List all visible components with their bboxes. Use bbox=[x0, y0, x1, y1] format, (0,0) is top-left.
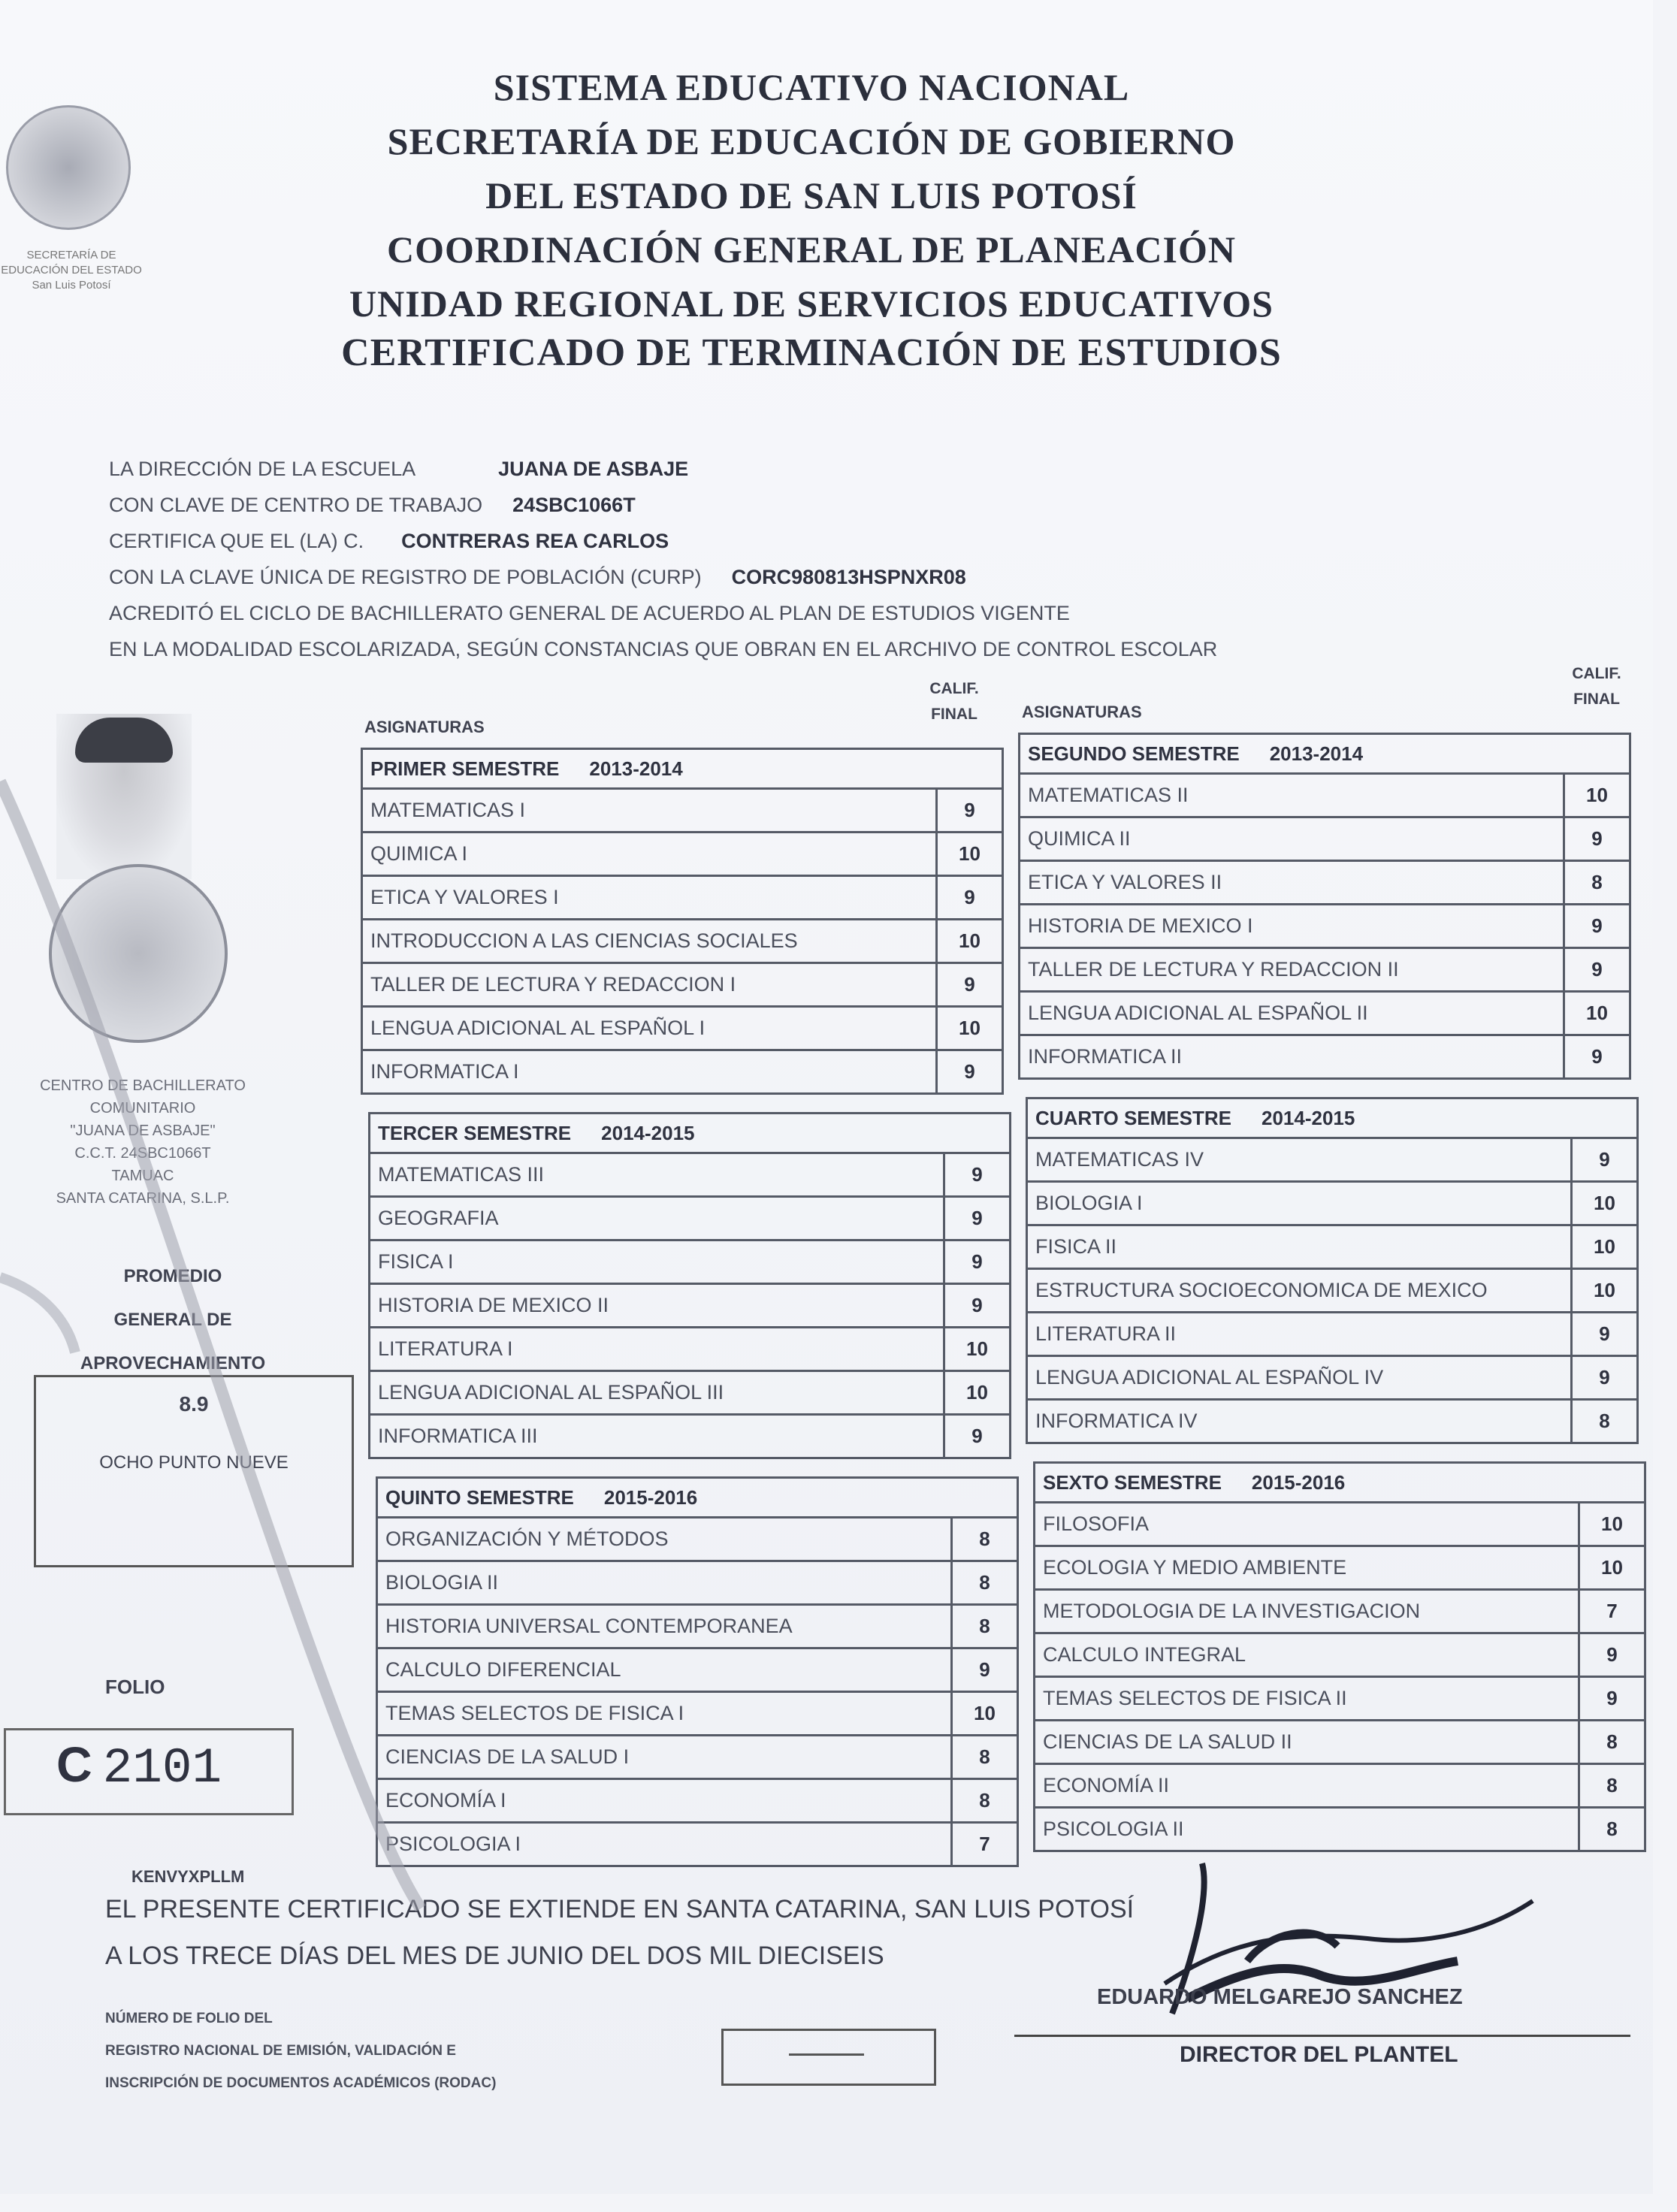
subject-grade: 8 bbox=[1578, 1765, 1644, 1806]
subject-grade: 8 bbox=[950, 1562, 1017, 1603]
promedio-label-line: APROVECHAMIENTO bbox=[80, 1353, 266, 1373]
promedio-value: 8.9 bbox=[179, 1392, 209, 1416]
subject-grade: 10 bbox=[1578, 1547, 1644, 1588]
subject-row bbox=[363, 1051, 1002, 1092]
subject-grade: 10 bbox=[1570, 1183, 1636, 1224]
subject-grade: 9 bbox=[943, 1416, 1009, 1457]
semester-header bbox=[1028, 1099, 1636, 1139]
subject-grade: 9 bbox=[943, 1154, 1009, 1195]
cct-label: CON CLAVE DE CENTRO DE TRABAJO bbox=[109, 494, 483, 516]
subject-row bbox=[1035, 1765, 1644, 1809]
semester-years: 2013-2014 bbox=[589, 757, 683, 780]
subject-name: INTRODUCCION A LAS CIENCIAS SOCIALES bbox=[370, 929, 798, 952]
subject-grade: 8 bbox=[1578, 1721, 1644, 1763]
semester-table-3 bbox=[368, 1112, 1011, 1459]
subject-row bbox=[1028, 1357, 1636, 1401]
subject-row bbox=[363, 1008, 1002, 1051]
subject-grade: 10 bbox=[935, 833, 1002, 875]
semester-years: 2015-2016 bbox=[603, 1486, 698, 1509]
certificate-title: CERTIFICADO DE TERMINACIÓN DE ESTUDIOS bbox=[341, 331, 1282, 374]
subject-row bbox=[1020, 949, 1629, 993]
subject-grade: 10 bbox=[943, 1372, 1009, 1413]
subject-name: MATEMATICAS III bbox=[378, 1163, 545, 1186]
subject-grade: 9 bbox=[935, 1051, 1002, 1092]
institution-header bbox=[286, 60, 1337, 331]
rodac-box bbox=[721, 2029, 936, 2086]
school-value: JUANA DE ASBAJE bbox=[498, 458, 689, 480]
subject-grade: 9 bbox=[1563, 1036, 1629, 1077]
semester-header bbox=[370, 1114, 1009, 1154]
intro-student-row bbox=[109, 523, 1574, 559]
subject-name: ECOLOGIA Y MEDIO AMBIENTE bbox=[1043, 1556, 1347, 1579]
subject-grade: 10 bbox=[1563, 775, 1629, 816]
subject-grade: 9 bbox=[1570, 1313, 1636, 1355]
subject-row bbox=[1035, 1503, 1644, 1547]
subject-row bbox=[1020, 818, 1629, 862]
promedio-label-line: PROMEDIO bbox=[123, 1266, 222, 1286]
school-stamp-text bbox=[15, 1074, 270, 1210]
subject-grade: 10 bbox=[943, 1328, 1009, 1370]
subject-grade: 8 bbox=[950, 1606, 1017, 1647]
subject-row bbox=[378, 1518, 1017, 1562]
signer-name: EDUARDO MELGAREJO SANCHEZ bbox=[1097, 1985, 1463, 2009]
student-value: CONTRERAS REA CARLOS bbox=[401, 530, 669, 552]
subject-row bbox=[1035, 1721, 1644, 1765]
subject-grade: 8 bbox=[1570, 1401, 1636, 1442]
subject-grade: 10 bbox=[935, 1008, 1002, 1049]
subject-name: INFORMATICA II bbox=[1028, 1045, 1183, 1068]
subject-name: INFORMATICA IV bbox=[1035, 1410, 1198, 1432]
semester-table-6 bbox=[1033, 1461, 1646, 1852]
photo-hair bbox=[75, 718, 173, 763]
certificate-intro bbox=[109, 451, 1574, 667]
seal-caption: SECRETARÍA DE EDUCACIÓN DEL ESTADO San Luis Potosí bbox=[1, 249, 142, 292]
signature-line bbox=[1014, 2035, 1630, 2037]
verification-code: KENVYXPLLM bbox=[131, 1867, 245, 1886]
promedio-label-line: GENERAL DE bbox=[113, 1310, 232, 1330]
semester-name: QUINTO SEMESTRE bbox=[385, 1486, 574, 1509]
subject-grade: 8 bbox=[950, 1518, 1017, 1560]
subject-grade: 9 bbox=[1570, 1357, 1636, 1398]
semester-years: 2013-2014 bbox=[1269, 742, 1364, 765]
rodac-line: NÚMERO DE FOLIO DEL bbox=[105, 2011, 273, 2026]
stamp-line: TAMUAC bbox=[111, 1168, 174, 1184]
student-label: CERTIFICA QUE EL (LA) C. bbox=[109, 530, 364, 552]
subject-row bbox=[363, 833, 1002, 877]
subject-row bbox=[363, 790, 1002, 833]
folio-number: 2101 bbox=[102, 1740, 222, 1796]
subject-name: BIOLOGIA II bbox=[385, 1571, 499, 1594]
subject-name: PSICOLOGIA I bbox=[385, 1833, 521, 1855]
stamp-line: SANTA CATARINA, S.L.P. bbox=[56, 1190, 230, 1207]
stamp-line: CENTRO DE BACHILLERATO bbox=[40, 1077, 246, 1094]
signer-title: DIRECTOR DEL PLANTEL bbox=[1180, 2042, 1458, 2067]
header-line-1: SISTEMA EDUCATIVO NACIONAL bbox=[493, 66, 1130, 108]
subject-name: GEOGRAFIA bbox=[378, 1207, 499, 1229]
subject-name: MATEMATICAS II bbox=[1028, 784, 1189, 806]
intro-line-6: EN LA MODALIDAD ESCOLARIZADA, SEGÚN CONSTANCIAS QUE OBRAN EN EL ARCHIVO DE CONTROL ESCOLAR bbox=[109, 638, 1218, 660]
student-photo bbox=[56, 714, 192, 879]
subject-name: FILOSOFIA bbox=[1043, 1512, 1150, 1535]
subject-name: BIOLOGIA I bbox=[1035, 1192, 1143, 1214]
col-calif-left bbox=[913, 676, 996, 727]
subject-name: CIENCIAS DE LA SALUD II bbox=[1043, 1730, 1292, 1753]
col-asignaturas-left: ASIGNATURAS bbox=[364, 718, 485, 736]
subject-name: HISTORIA DE MEXICO II bbox=[378, 1294, 609, 1316]
subject-grade: 9 bbox=[1563, 818, 1629, 860]
calif-line: FINAL bbox=[1573, 690, 1620, 708]
subject-name: LENGUA ADICIONAL AL ESPAÑOL I bbox=[370, 1017, 706, 1039]
semester-table-4 bbox=[1026, 1097, 1639, 1444]
curp-value: CORC980813HSPNXR08 bbox=[731, 566, 966, 588]
semester-table-2 bbox=[1018, 733, 1631, 1080]
subject-row bbox=[1028, 1139, 1636, 1183]
semester-header bbox=[378, 1479, 1017, 1518]
folio-value bbox=[56, 1736, 222, 1796]
promedio-label bbox=[30, 1255, 316, 1386]
subject-grade: 9 bbox=[1578, 1678, 1644, 1719]
semester-years: 2014-2015 bbox=[1262, 1107, 1355, 1129]
subject-name: QUIMICA II bbox=[1028, 827, 1131, 850]
subject-grade: 9 bbox=[1570, 1139, 1636, 1180]
subject-row bbox=[370, 1416, 1009, 1457]
subject-row bbox=[1020, 905, 1629, 949]
subject-name: ECONOMÍA I bbox=[385, 1789, 506, 1812]
subject-name: ESTRUCTURA SOCIOECONOMICA DE MEXICO bbox=[1035, 1279, 1488, 1301]
subject-row bbox=[363, 877, 1002, 920]
subject-name: INFORMATICA III bbox=[378, 1425, 538, 1447]
subject-row bbox=[363, 920, 1002, 964]
folio-label: FOLIO bbox=[105, 1676, 165, 1698]
intro-school-row bbox=[109, 451, 1574, 487]
subject-name: QUIMICA I bbox=[370, 842, 468, 865]
semester-name: SEGUNDO SEMESTRE bbox=[1028, 742, 1240, 765]
subject-name: CALCULO INTEGRAL bbox=[1043, 1643, 1246, 1666]
subject-name: TEMAS SELECTOS DE FISICA I bbox=[385, 1702, 684, 1724]
folio-prefix: C bbox=[56, 1736, 92, 1792]
subject-row bbox=[370, 1241, 1009, 1285]
subject-name: LENGUA ADICIONAL AL ESPAÑOL III bbox=[378, 1381, 724, 1404]
subject-grade: 7 bbox=[950, 1824, 1017, 1865]
subject-name: INFORMATICA I bbox=[370, 1060, 519, 1083]
subject-grade: 8 bbox=[950, 1780, 1017, 1821]
subject-row bbox=[378, 1780, 1017, 1824]
subject-row bbox=[378, 1606, 1017, 1649]
subject-row bbox=[378, 1693, 1017, 1736]
subject-grade: 9 bbox=[935, 877, 1002, 918]
header-line-2: SECRETARÍA DE EDUCACIÓN DE GOBIERNO bbox=[387, 120, 1236, 162]
subject-row bbox=[1020, 993, 1629, 1036]
school-label: LA DIRECCIÓN DE LA ESCUELA bbox=[109, 458, 416, 480]
subject-grade: 9 bbox=[935, 790, 1002, 831]
subject-row bbox=[370, 1154, 1009, 1198]
subject-name: CIENCIAS DE LA SALUD I bbox=[385, 1745, 630, 1768]
subject-grade: 9 bbox=[943, 1285, 1009, 1326]
subject-row bbox=[1035, 1678, 1644, 1721]
subject-name: FISICA II bbox=[1035, 1235, 1117, 1258]
subject-grade: 8 bbox=[1578, 1809, 1644, 1850]
subject-row bbox=[1028, 1226, 1636, 1270]
semester-name: SEXTO SEMESTRE bbox=[1043, 1471, 1222, 1494]
subject-row bbox=[370, 1372, 1009, 1416]
subject-row bbox=[1028, 1401, 1636, 1442]
subject-row bbox=[1035, 1809, 1644, 1850]
subject-name: ETICA Y VALORES I bbox=[370, 886, 559, 908]
rodac-label bbox=[105, 2002, 691, 2099]
subject-row bbox=[1035, 1547, 1644, 1591]
intro-cct-row bbox=[109, 487, 1574, 523]
subject-row bbox=[1020, 775, 1629, 818]
subject-row bbox=[1020, 1036, 1629, 1077]
subject-name: LENGUA ADICIONAL AL ESPAÑOL IV bbox=[1035, 1366, 1384, 1389]
stamp-line: C.C.T. 24SBC1066T bbox=[74, 1145, 211, 1162]
intro-line-5: ACREDITÓ EL CICLO DE BACHILLERATO GENERAL DE ACUERDO AL PLAN DE ESTUDIOS VIGENTE bbox=[109, 602, 1070, 624]
stamp-line: COMUNITARIO bbox=[89, 1100, 196, 1117]
subject-name: ECONOMÍA II bbox=[1043, 1774, 1170, 1796]
semester-years: 2015-2016 bbox=[1251, 1471, 1346, 1494]
subject-grade: 9 bbox=[943, 1198, 1009, 1239]
rodac-line: INSCRIPCIÓN DE DOCUMENTOS ACADÉMICOS (RODAC) bbox=[105, 2075, 497, 2091]
subject-name: METODOLOGIA DE LA INVESTIGACION bbox=[1043, 1600, 1421, 1622]
subject-row bbox=[378, 1736, 1017, 1780]
school-stamp-icon bbox=[49, 864, 228, 1043]
subject-name: CALCULO DIFERENCIAL bbox=[385, 1658, 621, 1681]
semester-header bbox=[363, 750, 1002, 790]
subject-grade: 10 bbox=[1578, 1503, 1644, 1545]
semester-years: 2014-2015 bbox=[601, 1122, 695, 1144]
subject-name: LITERATURA I bbox=[378, 1337, 513, 1360]
curp-label: CON LA CLAVE ÚNICA DE REGISTRO DE POBLACIÓN (CURP) bbox=[109, 566, 702, 588]
subject-row bbox=[1028, 1270, 1636, 1313]
semester-name: TERCER SEMESTRE bbox=[378, 1122, 572, 1144]
subject-row bbox=[1028, 1313, 1636, 1357]
subject-grade: 10 bbox=[1563, 993, 1629, 1034]
subject-grade: 10 bbox=[1570, 1270, 1636, 1311]
subject-name: TALLER DE LECTURA Y REDACCION I bbox=[370, 973, 736, 996]
subject-name: HISTORIA UNIVERSAL CONTEMPORANEA bbox=[385, 1615, 793, 1637]
semester-header bbox=[1035, 1464, 1644, 1503]
subject-name: ORGANIZACIÓN Y MÉTODOS bbox=[385, 1528, 669, 1550]
subject-grade: 8 bbox=[1563, 862, 1629, 903]
header-line-5: UNIDAD REGIONAL DE SERVICIOS EDUCATIVOS bbox=[349, 283, 1274, 325]
semester-table-1 bbox=[361, 748, 1004, 1095]
calif-line: CALIF. bbox=[1572, 665, 1621, 682]
calif-line: FINAL bbox=[931, 706, 977, 723]
promedio-words: OCHO PUNTO NUEVE bbox=[99, 1452, 289, 1473]
closing-line-2: A LOS TRECE DÍAS DEL MES DE JUNIO DEL DOS MIL DIECISEIS bbox=[105, 1942, 884, 1970]
subject-name: PSICOLOGIA II bbox=[1043, 1818, 1184, 1840]
calif-line: CALIF. bbox=[929, 680, 979, 697]
subject-name: MATEMATICAS IV bbox=[1035, 1148, 1204, 1171]
director-signature-icon bbox=[1142, 1848, 1563, 2044]
semester-name: PRIMER SEMESTRE bbox=[370, 757, 560, 780]
subject-name: TALLER DE LECTURA Y REDACCION II bbox=[1028, 958, 1399, 981]
subject-grade: 9 bbox=[943, 1241, 1009, 1283]
col-asignaturas-right: ASIGNATURAS bbox=[1022, 703, 1142, 721]
mexico-seal-icon bbox=[6, 105, 131, 230]
subject-grade: 9 bbox=[935, 964, 1002, 1005]
subject-grade: 8 bbox=[950, 1736, 1017, 1778]
intro-curp-row bbox=[109, 559, 1574, 595]
closing-line-1: EL PRESENTE CERTIFICADO SE EXTIENDE EN SANTA CATARINA, SAN LUIS POTOSÍ bbox=[105, 1895, 1135, 1923]
stamp-line: "JUANA DE ASBAJE" bbox=[70, 1123, 216, 1139]
rodac-value-dash bbox=[789, 2053, 864, 2056]
cct-value: 24SBC1066T bbox=[512, 494, 636, 516]
header-line-3: DEL ESTADO DE SAN LUIS POTOSÍ bbox=[485, 174, 1138, 216]
semester-table-5 bbox=[376, 1476, 1019, 1867]
subject-row bbox=[370, 1198, 1009, 1241]
subject-grade: 9 bbox=[950, 1649, 1017, 1691]
subject-name: LITERATURA II bbox=[1035, 1322, 1177, 1345]
subject-row bbox=[370, 1328, 1009, 1372]
subject-grade: 10 bbox=[1570, 1226, 1636, 1268]
semester-name: CUARTO SEMESTRE bbox=[1035, 1107, 1231, 1129]
subject-name: LENGUA ADICIONAL AL ESPAÑOL II bbox=[1028, 1002, 1368, 1024]
subject-row bbox=[1020, 862, 1629, 905]
subject-row bbox=[1035, 1591, 1644, 1634]
rodac-line: REGISTRO NACIONAL DE EMISIÓN, VALIDACIÓN E bbox=[105, 2043, 456, 2059]
subject-grade: 10 bbox=[950, 1693, 1017, 1734]
col-calif-right bbox=[1555, 661, 1638, 712]
subject-grade: 9 bbox=[1563, 905, 1629, 947]
subject-grade: 9 bbox=[1578, 1634, 1644, 1676]
promedio-box bbox=[34, 1375, 354, 1567]
subject-name: TEMAS SELECTOS DE FISICA II bbox=[1043, 1687, 1347, 1709]
subject-name: MATEMATICAS I bbox=[370, 799, 526, 821]
subject-name: FISICA I bbox=[378, 1250, 454, 1273]
subject-grade: 10 bbox=[935, 920, 1002, 962]
subject-grade: 9 bbox=[1563, 949, 1629, 990]
header-line-4: COORDINACIÓN GENERAL DE PLANEACIÓN bbox=[387, 228, 1236, 270]
subject-name: ETICA Y VALORES II bbox=[1028, 871, 1222, 893]
subject-row bbox=[1035, 1634, 1644, 1678]
subject-row bbox=[378, 1824, 1017, 1865]
subject-name: HISTORIA DE MEXICO I bbox=[1028, 914, 1253, 937]
subject-row bbox=[363, 964, 1002, 1008]
subject-row bbox=[378, 1649, 1017, 1693]
subject-row bbox=[1028, 1183, 1636, 1226]
semester-header bbox=[1020, 735, 1629, 775]
subject-row bbox=[378, 1562, 1017, 1606]
subject-grade: 7 bbox=[1578, 1591, 1644, 1632]
subject-row bbox=[370, 1285, 1009, 1328]
